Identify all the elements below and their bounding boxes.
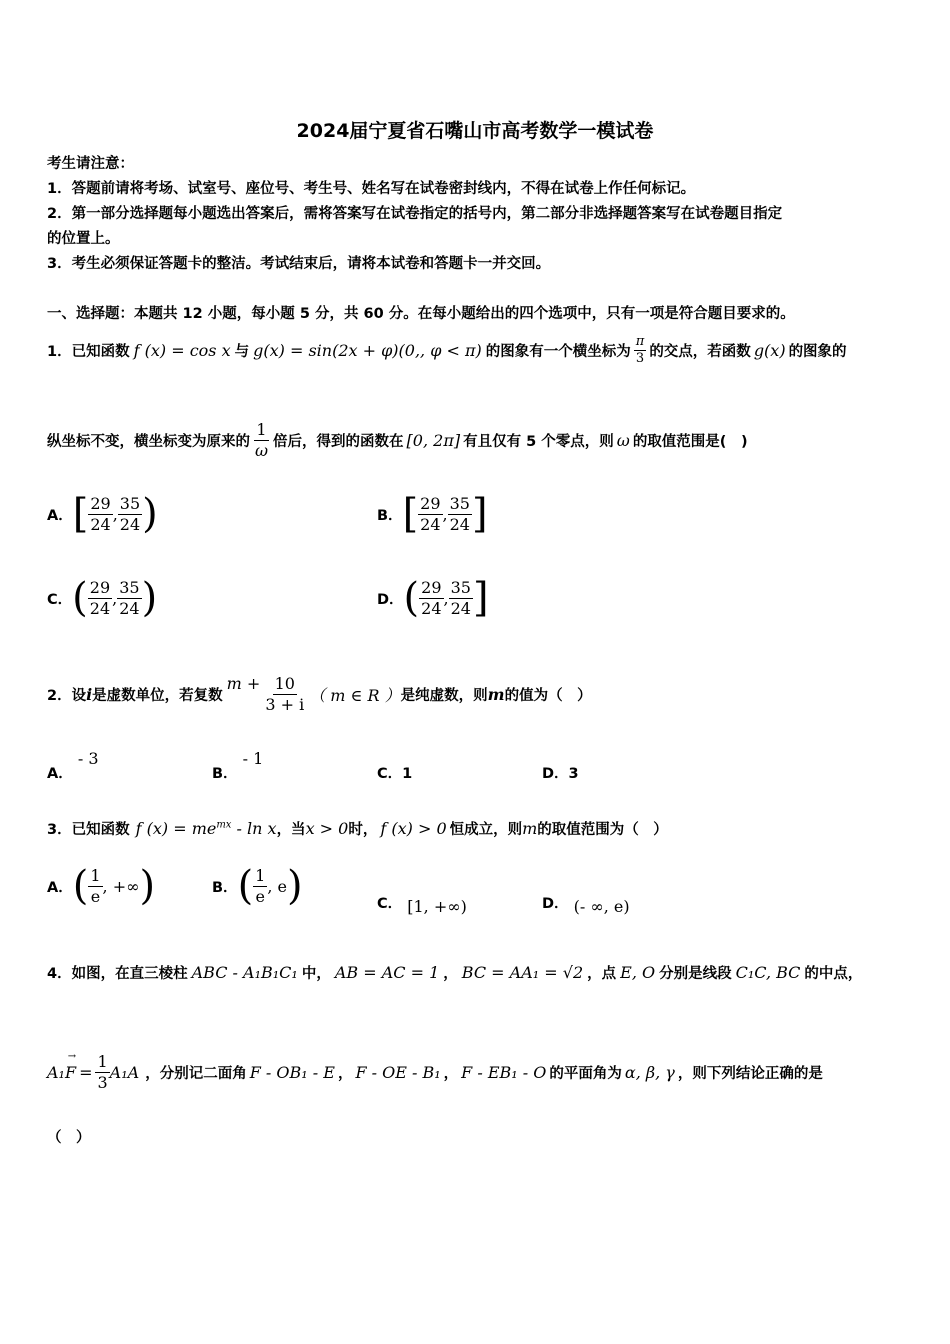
q3-option-c-label: C． — [377, 896, 403, 912]
q2-frac-den: 3 + i — [265, 694, 305, 714]
q1-line2-b: 倍后，得到的函数在 — [273, 433, 404, 450]
q4-sep-1: ， — [337, 1065, 353, 1082]
q2-text-3: 是纯虚数，则 — [400, 687, 488, 704]
q3-condition: x > 0 — [305, 818, 349, 838]
q4-greek: α, β, γ — [624, 1062, 675, 1082]
notice-item-2-line2: 的位置上。 — [47, 231, 120, 247]
q1-option-d-frac1: $\frac{29}{24}$ — [421, 578, 442, 618]
q1-text-3: 的图象有一个横坐标为 — [485, 343, 631, 360]
q2-fraction — [263, 674, 306, 713]
q4-points: E, O — [620, 962, 656, 982]
q3-option-b-label: B． — [212, 879, 238, 896]
q1-option-d-left: ( — [403, 575, 420, 621]
page-title: 2024届宁夏省石嘴山市高考数学一模试卷 — [296, 120, 654, 142]
question-2 — [47, 664, 592, 724]
q1-option-a-left: [ — [72, 491, 89, 537]
q3-option-d[interactable] — [542, 892, 630, 916]
q3-option-c[interactable] — [377, 892, 467, 916]
q2-m-plus: m + — [226, 674, 261, 693]
q1-option-c-frac1: $\frac{29}{24}$ — [89, 578, 111, 618]
q3-option-d-label: D． — [542, 896, 569, 912]
q2-option-d[interactable]: D．3 — [542, 766, 579, 782]
q2-option-b-value: - 1 — [242, 749, 264, 768]
q1-line2-d: 的取值范围是( ) — [632, 433, 748, 450]
q1-gx: g(x) — [753, 340, 786, 360]
q3-f-expr: f $(x) = me^{mx} - \ln x$ — [135, 818, 277, 838]
q1-line2-c: 有且仅有 5 个零点，则 — [463, 433, 614, 450]
q1-option-c-label: C． — [47, 591, 73, 608]
q4-angle-3: F - EB₁ - O — [461, 1062, 547, 1082]
q2-frac-num: 10 — [274, 674, 295, 694]
q1-option-a[interactable]: A． [ $\frac{29}{24}$ , $\frac{35}{24}$ ) — [47, 491, 158, 537]
q2-text-1: 2．设 — [47, 687, 87, 704]
question-1-line2 — [47, 410, 748, 470]
q1-text-5: 的图象的 — [788, 343, 847, 360]
q1-frac-den: 3 — [635, 350, 645, 366]
q1-option-c-left: ( — [72, 575, 88, 621]
notice-item-2-line1: 2．第一部分选择题每小题选出答案后，需将答案写在试卷指定的括号内，第二部分非选择题答案写在试卷题目指定 — [47, 206, 783, 222]
q4-segments: C₁C, BC — [735, 962, 801, 982]
q1-option-c[interactable]: C． ( $\frac{29}{24}$ , $\frac{35}{24}$ ) — [47, 575, 158, 621]
notice-heading: 考生请注意： — [47, 156, 134, 172]
q3-option-b-frac: $\frac{1}{e}$ — [255, 866, 266, 906]
q1-option-d-right: ] — [472, 575, 489, 621]
q2-option-b[interactable] — [212, 748, 264, 782]
q3-option-a[interactable]: A． ( $\frac{1}{e}$ , +∞ ) — [47, 863, 156, 909]
q1-option-d-frac2: $\frac{35}{24}$ — [450, 578, 471, 618]
q1-option-b[interactable]: B． [ $\frac{29}{24}$ , $\frac{35}{24}$ ] — [377, 491, 488, 537]
q4-vector-rhs: A₁A — [109, 1062, 140, 1082]
question-3 — [47, 808, 668, 848]
q2-m-var: m — [487, 684, 505, 704]
q1-pi-over-3 — [634, 334, 647, 366]
q4-eq-1: AB = AC = 1 — [334, 962, 440, 982]
q2-text-4: 的值为（ ） — [504, 687, 592, 704]
q2-option-a[interactable] — [47, 748, 99, 782]
q2-option-b-label: B． — [212, 766, 238, 782]
q3-option-a-frac: $\frac{1}{e}$ — [90, 866, 101, 906]
q4-text-7: 的平面角为 — [549, 1065, 622, 1082]
q1-interval: [0, 2π] — [406, 430, 461, 450]
q2-condition: （ m ∈ R ） — [309, 685, 401, 705]
q1-option-b-right: ] — [471, 491, 488, 537]
section-heading: 一、选择题：本题共 12 小题，每小题 5 分，共 60 分。在每小题给出的四个选项中，只有一项是符合题目要求的。 — [47, 306, 795, 322]
q1-line2-a: 纵坐标不变，横坐标变为原来的 — [47, 433, 250, 450]
q3-m-var: m — [522, 818, 538, 838]
q1-option-a-label: A． — [47, 507, 73, 524]
q2-option-c[interactable]: C．1 — [377, 766, 413, 782]
q1-option-b-left: [ — [402, 491, 419, 537]
q4-text-6: ，分别记二面角 — [145, 1065, 247, 1082]
q3-option-d-value: (- ∞, e) — [573, 897, 630, 916]
q4-vector-eq: = — [79, 1062, 93, 1082]
q4-prism: ABC - A₁B₁C₁ — [191, 962, 298, 982]
q3-text-1: 3．已知函数 — [47, 821, 130, 838]
q1-option-a-frac1: $\frac{29}{24}$ — [90, 494, 111, 534]
q3-option-a-label: A． — [47, 879, 73, 896]
q4-vector-lhs: → A₁F — [47, 1050, 77, 1082]
q4-text-8: ，则下列结论正确的是 — [677, 1065, 823, 1082]
q3-condition-2: f (x) > 0 — [380, 818, 447, 838]
q4-angle-2: F - OE - B₁ — [355, 1062, 441, 1082]
q4-text-2: 中， — [301, 965, 331, 982]
q3-text-2: ，当 — [276, 821, 306, 838]
q4-eq-2: BC = AA₁ = √2 — [461, 962, 584, 982]
q1-w-num: 1 — [256, 420, 267, 440]
q4-comma: ， — [443, 965, 458, 982]
q1-option-c-right: ) — [141, 575, 158, 621]
q3-option-b-rest: , e — [267, 876, 287, 896]
q4-sep-2: ， — [443, 1065, 459, 1082]
q4-text-3: ，点 — [587, 965, 617, 982]
q3-option-c-value: [1, +∞) — [407, 897, 467, 916]
q1-option-d[interactable]: D． ( $\frac{29}{24}$ , $\frac{35}{24}$ ] — [377, 575, 489, 621]
q1-f-expr: f (x) = cos x — [133, 340, 231, 360]
q3-option-a-rest: , +∞ — [102, 876, 140, 896]
q1-one-over-omega — [253, 420, 270, 459]
q4-angle-1: F - OB₁ - E — [249, 1062, 335, 1082]
q1-option-b-label: B． — [377, 507, 403, 524]
q1-omega: ω — [616, 430, 630, 450]
q4-answer-blank: （ ） — [47, 1130, 91, 1146]
q4-text-4: 分别是线段 — [659, 965, 732, 982]
q2-text-2: 是虚数单位，若复数 — [92, 687, 223, 704]
q4-vector-frac: $\frac{1}{3}$ — [97, 1052, 108, 1092]
q1-option-a-right: ) — [142, 491, 158, 537]
question-4-line2 — [47, 1040, 823, 1104]
notice-item-1: 1．答题前请将考场、试室号、座位号、考生号、姓名写在试卷密封线内，不得在试卷上作任何标记。 — [47, 181, 696, 197]
q4-text-5: 的中点， — [804, 965, 863, 982]
question-1-line1 — [47, 330, 847, 370]
q1-option-a-frac2: $\frac{35}{24}$ — [119, 494, 141, 534]
q2-i: i — [86, 684, 93, 704]
q2-option-a-value: - 3 — [77, 749, 99, 768]
q1-text-4: 的交点，若函数 — [649, 343, 751, 360]
q1-option-d-label: D． — [377, 591, 404, 608]
notice-item-3: 3．考生必须保证答题卡的整洁。考试结束后，请将本试卷和答题卡一并交回。 — [47, 256, 551, 272]
q1-w-den: ω — [255, 440, 269, 460]
q1-option-c-frac2: $\frac{35}{24}$ — [119, 578, 140, 618]
q3-text-5: 的取值范围为（ ） — [537, 821, 668, 838]
q1-option-b-frac1: $\frac{29}{24}$ — [420, 494, 441, 534]
q1-g-expr: g(x) = sin(2x + φ)(0,, φ < π) — [253, 340, 482, 360]
q2-option-a-label: A． — [47, 766, 73, 782]
question-4-line1 — [47, 952, 862, 992]
q1-text-1: 1．已知函数 — [47, 343, 130, 360]
q1-option-b-frac2: $\frac{35}{24}$ — [449, 494, 470, 534]
q1-text-2: 与 — [234, 343, 250, 360]
q3-option-b[interactable]: B． ( $\frac{1}{e}$ , e ) — [212, 863, 303, 909]
q1-frac-num: π — [635, 333, 645, 349]
q4-text-1: 4．如图，在直三棱柱 — [47, 965, 188, 982]
q3-text-3: 时， — [348, 821, 378, 838]
q3-text-4: 恒成立，则 — [449, 821, 523, 838]
